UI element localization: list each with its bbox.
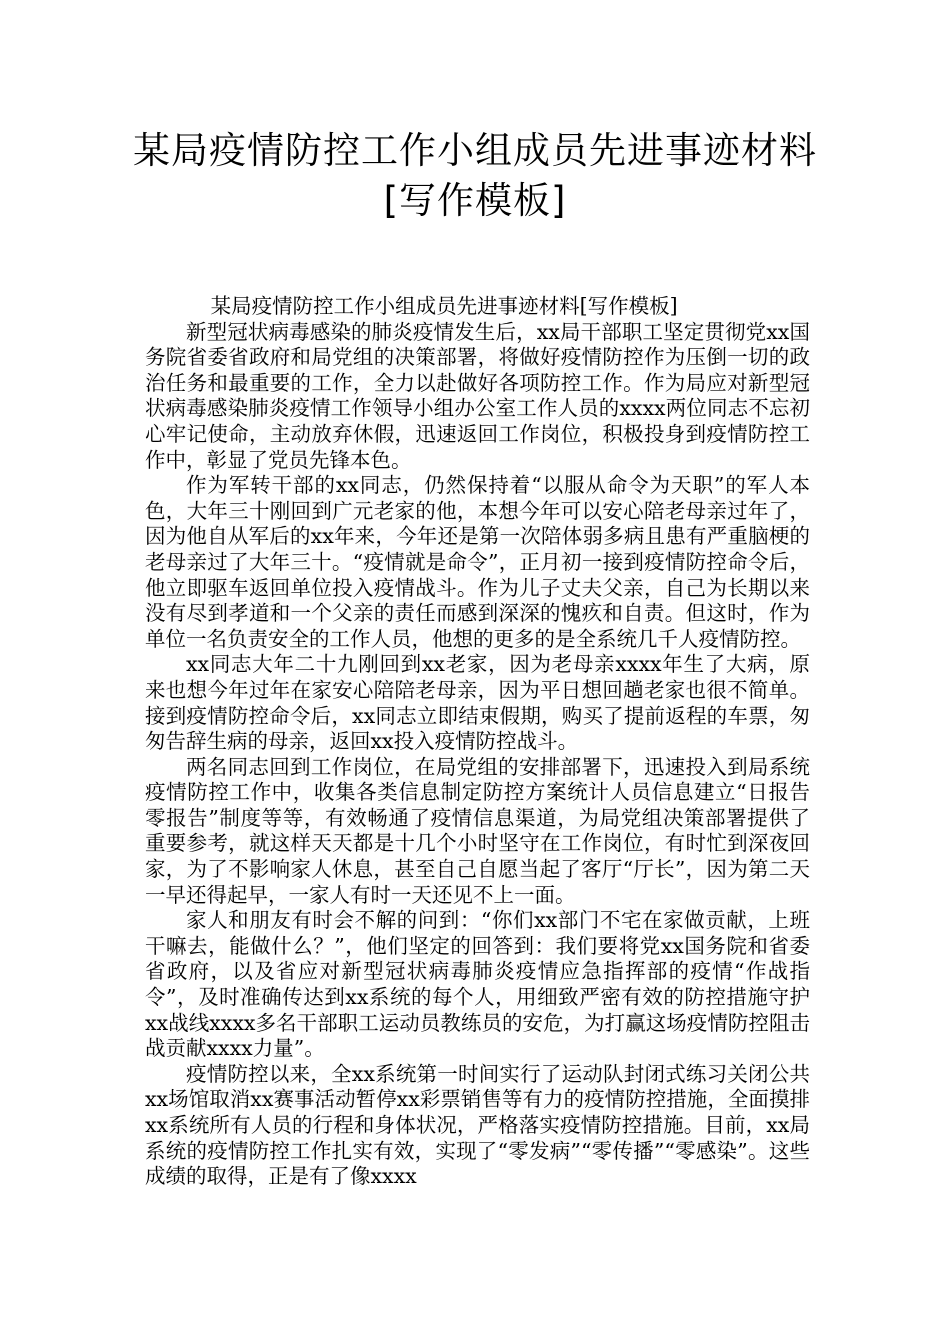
body-paragraph: 两名同志回到工作岗位，在局党组的安排部署下，迅速投入到局系统疫情防控工作中，收集各类信息制定防控方案统计人员信息建立“日报告零报告”制度等等，有效畅通了疫情信息渠道，为局党组决策部署提供了重要参考，就这样天天都是十几个小时坚守在工作岗位，有时忙到深夜回家，为了不影响家人休息，甚至自己自愿当起了客厅“厅长”，因为第二天一早还得起早，一家人有时一天还见不上一面。 (145, 754, 810, 907)
body-paragraph: 疫情防控以来，全xx系统第一时间实行了运动队封闭式练习关闭公共xx场馆取消xx赛事活动暂停xx彩票销售等有力的疫情防控措施，全面摸排xx系统所有人员的行程和身体状况，严格落实疫情防控措施。目前，xx局系统的疫情防控工作扎实有效，实现了“零发病”“零传播”“零感染”。这些成绩的取得，正是有了像xxxx (145, 1061, 810, 1189)
body-paragraph: 作为军转干部的xx同志，仍然保持着“以服从命令为天职”的军人本色，大年三十刚回到广元老家的他，本想今年可以安心陪老母亲过年了，因为他自从军后的xx年来，今年还是第一次陪体弱多病且患有严重脑梗的老母亲过了大年三十。“疫情就是命令”，正月初一接到疫情防控命令后，他立即驱车返回单位投入疫情战斗。作为儿子丈夫父亲，自己为长期以来没有尽到孝道和一个父亲的责任而感到深深的愧疚和自责。但这时，作为单位一名负责安全的工作人员，他想的更多的是全系统几千人疫情防控。 (145, 473, 810, 651)
body-paragraph: xx同志大年二十九刚回到xx老家，因为老母亲xxxx年生了大病，原来也想今年过年在家安心陪陪老母亲，因为平日想回趟老家也很不简单。接到疫情防控命令后，xx同志立即结束假期，购买了提前返程的车票，匆匆告辞生病的母亲，返回xx投入疫情防控战斗。 (145, 652, 810, 754)
document-title: 某局疫情防控工作小组成员先进事迹材料[写作模板] (133, 129, 817, 222)
body-paragraph: 家人和朋友有时会不解的问到：“你们xx部门不宅在家做贡献，上班干嘛去，能做什么？”，他们坚定的回答到：我们要将党xx国务院和省委省政府，以及省应对新型冠状病毒肺炎疫情应急指挥部的疫情“作战指令”，及时准确传达到xx系统的每个人，用细致严密有效的防控措施守护xx战线xxxx多名干部职工运动员教练员的安危，为打赢这场疫情防控阻击战贡献xxxx力量”。 (145, 908, 810, 1061)
body-paragraph: 新型冠状病毒感染的肺炎疫情发生后，xx局干部职工坚定贯彻党xx国务院省委省政府和局党组的决策部署，将做好疫情防控作为压倒一切的政治任务和最重要的工作，全力以赴做好各项防控工作。作为局应对新型冠状病毒感染肺炎疫情工作领导小组办公室工作人员的xxxx两位同志不忘初心牢记使命，主动放弃休假，迅速返回工作岗位，积极投身到疫情防控工作中，彰显了党员先锋本色。 (145, 319, 810, 472)
body-subtitle: 某局疫情防控工作小组成员先进事迹材料[写作模板] (210, 294, 678, 318)
document-body (145, 294, 810, 1190)
